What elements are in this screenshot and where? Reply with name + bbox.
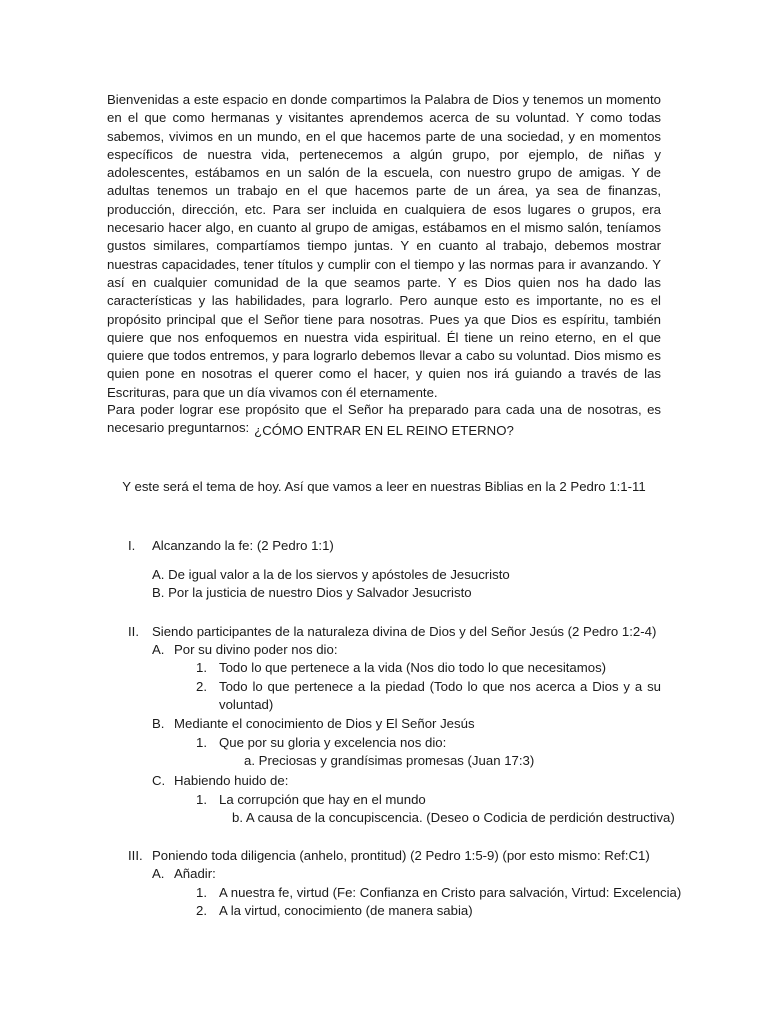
section-2-c-text: Habiendo huido de: [174,773,289,788]
section-2-a-1-text: Todo lo que pertenece a la vida (Nos dio todo lo que necesitamos) [219,660,607,675]
section-2-b-text: Mediante el conocimiento de Dios y El Señor Jesús [174,716,475,731]
question-paragraph: Para poder lograr ese propósito que el Señor ha preparado para cada una de nosotras, es necesario preguntarnos: [107,402,661,436]
section-1-item-a: A. De igual valor a la de los siervos y apóstoles de Jesucristo [152,567,510,582]
section-2-a-2-mark: 2. [196,679,207,694]
section-3-a-mark: A. [152,866,165,881]
section-3-number: III. [128,848,143,863]
section-2-c-1-b-text: b. A causa de la concupiscencia. (Deseo o Codicia de perdición destructiva) [232,810,675,825]
section-1-item-b: B. Por la justicia de nuestro Dios y Salvador Jesucristo [152,585,472,600]
section-2-b-1-mark: 1. [196,735,207,750]
theme-line: Y este será el tema de hoy. Así que vamos a leer en nuestras Biblias en la 2 Pedro 1:1-11 [122,479,646,494]
section-3-a-1-text: A nuestra fe, virtud (Fe: Confianza en Cristo para salvación, Virtud: Excelencia) [219,885,682,900]
section-3-a-text: Añadir: [174,866,216,881]
section-2-c-mark: C. [152,773,166,788]
section-1-title: Alcanzando la fe: (2 Pedro 1:1) [152,538,334,553]
section-2-b-1-a-text: a. Preciosas y grandísimas promesas (Juan 17:3) [244,753,535,768]
section-2-a-text: Por su divino poder nos dio: [174,642,338,657]
intro-paragraph: Bienvenidas a este espacio en donde compartimos la Palabra de Dios y tenemos un momento en el que como hermanas y visitantes aprendemos acerca de su voluntad. Y como todas sabemos, vivimos en un mundo, en el que hacemos parte de una sociedad, y en momentos específicos de nuestra vida, pertenecemos a algún grupo, por ejemplo, de niñas y adolescentes, estábamos en un salón de la escuela, con nuestro grupo de amigas. Y de adultas tenemos un trabajo en el que hacemos parte de un área, ya sea de finanzas, producción, dirección, etc. Para ser incluida en cualquiera de esos lugares o grupos, era necesario hacer algo, en cuanto al grupo de amigas, estábamos en el mismo salón, teníamos gustos similares, compartíamos tiempo juntas. Y en cuanto al trabajo, debemos mostrar nuestras capacidades, tener títulos y cumplir con el tiempo y las normas para ir avanzando. Y así en cualquier comunidad de la que seamos parte. Y es Dios quien nos ha dado las características y las habilidades, para lograrlo. Pero aunque esto es importante, no es el propósito principal que el Señor tiene para nosotras. Pues ya que Dios es espíritu, también quiere que nos enfoquemos en nuestra vida espiritual. Él tiene un reino eterno, en el que quiere que todos entremos, y para lograrlo debemos llevar a cabo su voluntad. Dios mismo es quien pone en nosotras el querer como el hacer, y quien nos irá guiando a través de las Escrituras, para que un día vivamos con él eternamente. [107,92,661,400]
section-2-a-2-text: Todo lo que pertenece a la piedad (Todo lo que nos acerca a Dios y a su voluntad) [219,679,661,712]
section-2-c-1-text: La corrupción que hay en el mundo [219,792,426,807]
section-1-number: I. [128,538,136,553]
main-question-heading: ¿CÓMO ENTRAR EN EL REINO ETERNO? [254,423,514,438]
section-2-b-mark: B. [152,716,165,731]
section-2-c-1-mark: 1. [196,792,207,807]
section-2-number: II. [128,624,139,639]
section-2-title: Siendo participantes de la naturaleza divina de Dios y del Señor Jesús (2 Pedro 1:2-4) [152,624,657,639]
section-3-title: Poniendo toda diligencia (anhelo, prontitud) (2 Pedro 1:5-9) (por esto mismo: Ref:C1) [152,848,650,863]
section-3-a-2-mark: 2. [196,903,207,918]
section-2-a-mark: A. [152,642,165,657]
section-2-b-1-text: Que por su gloria y excelencia nos dio: [219,735,447,750]
section-3-a-2-text: A la virtud, conocimiento (de manera sabia) [219,903,473,918]
section-3-a-1-mark: 1. [196,885,207,900]
section-2-a-1-mark: 1. [196,660,207,675]
